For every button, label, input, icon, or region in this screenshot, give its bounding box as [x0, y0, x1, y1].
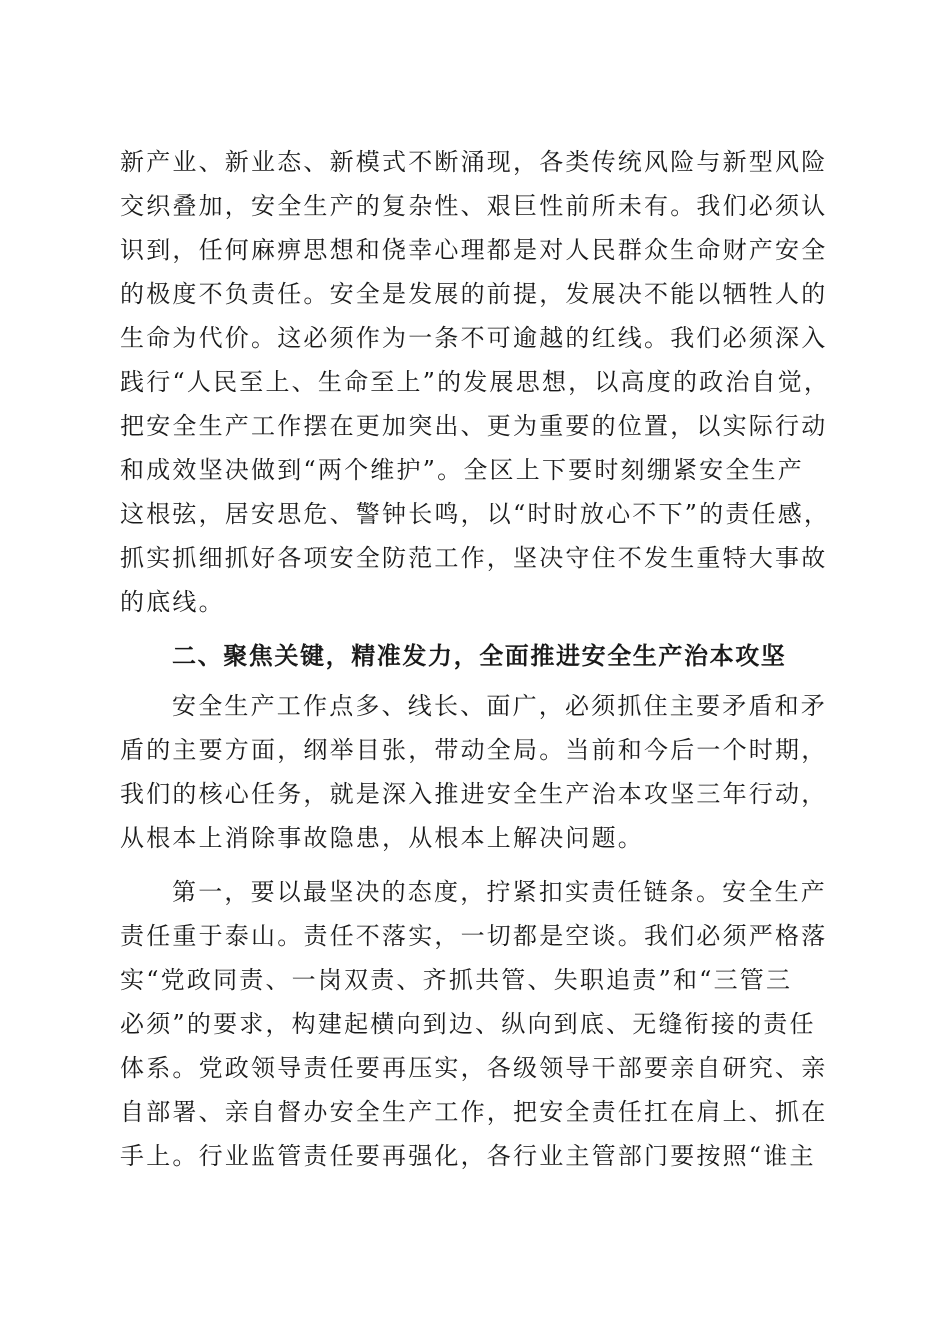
- text-line: 手上。行业监管责任要再强化，各行业主管部门要按照“谁主: [120, 1142, 816, 1170]
- text-line: 必须”的要求，构建起横向到边、纵向到底、无缝衔接的责任: [120, 1010, 816, 1038]
- paragraph-intro: [120, 684, 830, 860]
- text-line: 自部署、亲自督办安全生产工作，把安全责任扛在肩上、抓在: [120, 1098, 828, 1126]
- text-line: 生命为代价。这必须作为一条不可逾越的红线。我们必须深入: [120, 324, 828, 352]
- text-line: 的底线。: [120, 588, 225, 616]
- paragraph-first-point: [120, 870, 830, 1178]
- section-heading: 二、聚焦关键，精准发力，全面推进安全生产治本攻坚: [172, 642, 787, 670]
- text-line: 新产业、新业态、新模式不断涌现，各类传统风险与新型风险: [120, 148, 828, 176]
- text-line: 体系。党政领导责任要再压实，各级领导干部要亲自研究、亲: [120, 1054, 828, 1082]
- text-line: 和成效坚决做到“两个维护”。全区上下要时刻绷紧安全生产: [120, 456, 804, 484]
- text-line: 盾的主要方面，纲举目张，带动全局。当前和今后一个时期，: [120, 736, 828, 764]
- text-line: 从根本上消除事故隐患，从根本上解决问题。: [120, 824, 644, 852]
- text-line: 责任重于泰山。责任不落实，一切都是空谈。我们必须严格落: [120, 922, 828, 950]
- text-line: 交织叠加，安全生产的复杂性、艰巨性前所未有。我们必须认: [120, 192, 828, 220]
- text-line: 第一，要以最坚决的态度，拧紧扣实责任链条。安全生产: [172, 878, 827, 906]
- text-line: 我们的核心任务，就是深入推进安全生产治本攻坚三年行动，: [120, 780, 828, 808]
- text-line: 的极度不负责任。安全是发展的前提，发展决不能以牺牲人的: [120, 280, 828, 308]
- text-line: 识到，任何麻痹思想和侥幸心理都是对人民群众生命财产安全: [120, 236, 828, 264]
- text-line: 践行“人民至上、生命至上”的发展思想，以高度的政治自觉，: [120, 368, 831, 396]
- text-line: 把安全生产工作摆在更加突出、更为重要的位置，以实际行动: [120, 412, 828, 440]
- paragraph-continuation: [120, 140, 830, 624]
- text-line: 这根弦，居安思危、警钟长鸣，以“时时放心不下”的责任感，: [120, 500, 831, 528]
- document-body: [120, 140, 830, 1178]
- text-line: 抓实抓细抓好各项安全防范工作，坚决守住不发生重特大事故: [120, 544, 828, 572]
- text-line: 安全生产工作点多、线长、面广，必须抓住主要矛盾和矛: [172, 692, 827, 720]
- text-line: 实“党政同责、一岗双责、齐抓共管、失职追责”和“三管三: [120, 966, 793, 994]
